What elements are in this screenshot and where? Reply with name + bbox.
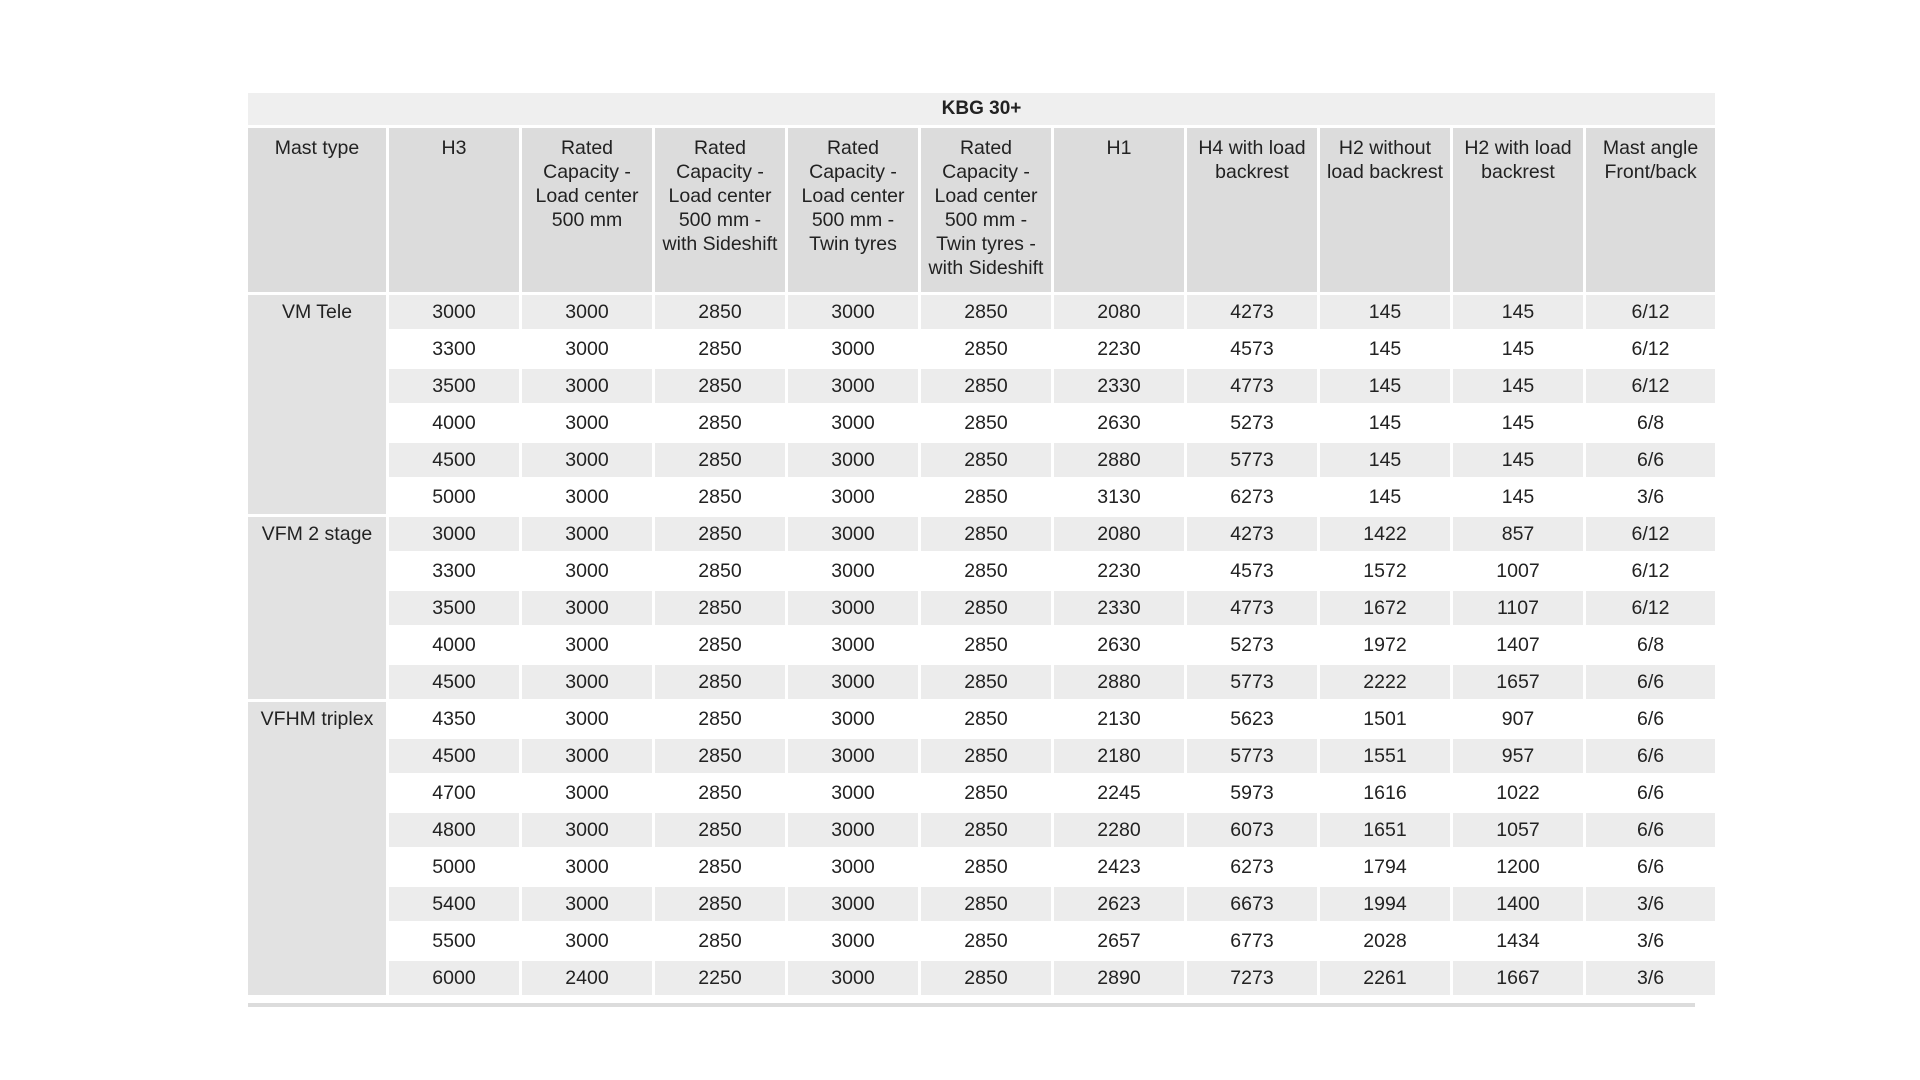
- table-cell: 2850: [655, 887, 785, 921]
- table-cell: 2850: [655, 443, 785, 477]
- table-row: [248, 813, 1715, 847]
- column-header: Mast angle Front/back: [1586, 128, 1715, 292]
- column-header: H4 with load backrest: [1187, 128, 1317, 292]
- table-bottom-border: [248, 1003, 1695, 1007]
- table-cell: 1007: [1453, 554, 1583, 588]
- table-row: [248, 295, 1715, 329]
- table-cell: 3000: [522, 887, 652, 921]
- table-cell: 2850: [921, 813, 1051, 847]
- table-cell: 1667: [1453, 961, 1583, 995]
- table-cell: 145: [1453, 406, 1583, 440]
- table-cell: 1994: [1320, 887, 1450, 921]
- table-cell: 3300: [389, 332, 519, 366]
- table-cell: 3000: [788, 702, 918, 736]
- table-cell: 2850: [921, 887, 1051, 921]
- column-header: Rated Capacity - Load center 500 mm - Twin tyres - with Sideshift: [921, 128, 1051, 292]
- table-cell: 3000: [788, 887, 918, 921]
- table-cell: 3000: [788, 480, 918, 514]
- table-cell: 2657: [1054, 924, 1184, 958]
- table-cell: 6/6: [1586, 776, 1715, 810]
- table-cell: 2850: [655, 332, 785, 366]
- table-cell: 3000: [788, 591, 918, 625]
- table-cell: 4000: [389, 628, 519, 662]
- table-cell: 2850: [921, 961, 1051, 995]
- table-cell: 1551: [1320, 739, 1450, 773]
- table-cell: 4800: [389, 813, 519, 847]
- column-header: H3: [389, 128, 519, 292]
- table-cell: 4500: [389, 665, 519, 699]
- table-cell: 4773: [1187, 369, 1317, 403]
- table-cell: 2850: [921, 591, 1051, 625]
- table-cell: 2850: [655, 628, 785, 662]
- table-cell: 5400: [389, 887, 519, 921]
- table-cell: 145: [1320, 443, 1450, 477]
- mast-type-cell: VFM 2 stage: [248, 517, 386, 699]
- table-cell: 2280: [1054, 813, 1184, 847]
- table-row: [248, 591, 1715, 625]
- table-cell: 2850: [655, 406, 785, 440]
- table-cell: 2850: [921, 332, 1051, 366]
- table-cell: 1057: [1453, 813, 1583, 847]
- table-row: [248, 665, 1715, 699]
- table-cell: 3000: [788, 295, 918, 329]
- column-header: H2 without load backrest: [1320, 128, 1450, 292]
- table-cell: 4273: [1187, 517, 1317, 551]
- table-row: [248, 887, 1715, 921]
- table-cell: 3000: [522, 813, 652, 847]
- table-cell: 5773: [1187, 443, 1317, 477]
- table-cell: 5500: [389, 924, 519, 958]
- table-cell: 1651: [1320, 813, 1450, 847]
- table-cell: 2850: [655, 702, 785, 736]
- table-cell: 5773: [1187, 739, 1317, 773]
- table-cell: 2850: [655, 813, 785, 847]
- table-cell: 3000: [522, 443, 652, 477]
- table-cell: 6000: [389, 961, 519, 995]
- table-cell: 2850: [921, 776, 1051, 810]
- table-cell: 1407: [1453, 628, 1583, 662]
- table-cell: 957: [1453, 739, 1583, 773]
- table-cell: 1657: [1453, 665, 1583, 699]
- table-cell: 3000: [522, 850, 652, 884]
- table-row: [248, 702, 1715, 736]
- table-row: [248, 961, 1715, 995]
- table-cell: 2850: [921, 702, 1051, 736]
- table-cell: 3000: [788, 850, 918, 884]
- table-cell: 2080: [1054, 295, 1184, 329]
- table-cell: 3000: [788, 332, 918, 366]
- table-cell: 2850: [655, 591, 785, 625]
- table-cell: 3000: [788, 517, 918, 551]
- table-cell: 3/6: [1586, 924, 1715, 958]
- table-cell: 4700: [389, 776, 519, 810]
- table-cell: 5973: [1187, 776, 1317, 810]
- table-cell: 5773: [1187, 665, 1317, 699]
- table-cell: 2850: [921, 739, 1051, 773]
- table-cell: 5623: [1187, 702, 1317, 736]
- table-cell: 3000: [522, 554, 652, 588]
- table-cell: 3500: [389, 591, 519, 625]
- table-cell: 3000: [788, 406, 918, 440]
- table-cell: 145: [1320, 406, 1450, 440]
- header-row: [248, 128, 1715, 292]
- table-cell: 1434: [1453, 924, 1583, 958]
- column-header: Mast type: [248, 128, 386, 292]
- table-row: [248, 776, 1715, 810]
- table-cell: 1672: [1320, 591, 1450, 625]
- table-cell: 2423: [1054, 850, 1184, 884]
- table-cell: 4573: [1187, 332, 1317, 366]
- table-cell: 2130: [1054, 702, 1184, 736]
- table-cell: 2850: [921, 554, 1051, 588]
- table-cell: 2850: [655, 480, 785, 514]
- table-cell: 6/6: [1586, 850, 1715, 884]
- table-row: [248, 924, 1715, 958]
- table-cell: 2850: [655, 850, 785, 884]
- column-header: H2 with load backrest: [1453, 128, 1583, 292]
- table-row: [248, 406, 1715, 440]
- table-cell: 3/6: [1586, 887, 1715, 921]
- table-cell: 6/8: [1586, 406, 1715, 440]
- table-cell: 2850: [921, 443, 1051, 477]
- table-cell: 2028: [1320, 924, 1450, 958]
- table-row: [248, 480, 1715, 514]
- table-cell: 2850: [921, 665, 1051, 699]
- table-cell: 145: [1320, 369, 1450, 403]
- table-cell: 145: [1320, 332, 1450, 366]
- table-cell: 3000: [522, 591, 652, 625]
- table-cell: 2850: [921, 295, 1051, 329]
- table-row: [248, 850, 1715, 884]
- table-row: [248, 369, 1715, 403]
- table-cell: 2850: [921, 406, 1051, 440]
- table-cell: 907: [1453, 702, 1583, 736]
- table-cell: 4350: [389, 702, 519, 736]
- table-cell: 3000: [522, 702, 652, 736]
- table-cell: 2230: [1054, 554, 1184, 588]
- spec-table-container: [248, 93, 1699, 995]
- table-cell: 2850: [921, 924, 1051, 958]
- table-cell: 6073: [1187, 813, 1317, 847]
- table-cell: 6/6: [1586, 702, 1715, 736]
- table-cell: 2630: [1054, 406, 1184, 440]
- table-cell: 7273: [1187, 961, 1317, 995]
- table-cell: 4273: [1187, 295, 1317, 329]
- table-cell: 6/12: [1586, 517, 1715, 551]
- mast-type-cell: VFHM triplex: [248, 702, 386, 995]
- table-cell: 3000: [389, 295, 519, 329]
- table-cell: 6273: [1187, 850, 1317, 884]
- table-cell: 3000: [788, 369, 918, 403]
- column-header: Rated Capacity - Load center 500 mm - Twin tyres: [788, 128, 918, 292]
- table-cell: 1422: [1320, 517, 1450, 551]
- table-row: [248, 332, 1715, 366]
- table-cell: 2245: [1054, 776, 1184, 810]
- table-row: [248, 517, 1715, 551]
- table-cell: 1501: [1320, 702, 1450, 736]
- table-cell: 3000: [788, 628, 918, 662]
- table-cell: 6/6: [1586, 739, 1715, 773]
- table-cell: 1400: [1453, 887, 1583, 921]
- table-cell: 6673: [1187, 887, 1317, 921]
- table-cell: 3/6: [1586, 961, 1715, 995]
- table-cell: 5273: [1187, 406, 1317, 440]
- table-cell: 1572: [1320, 554, 1450, 588]
- table-cell: 145: [1453, 480, 1583, 514]
- table-cell: 3/6: [1586, 480, 1715, 514]
- table-title: KBG 30+: [248, 93, 1715, 125]
- table-cell: 1794: [1320, 850, 1450, 884]
- table-cell: 2880: [1054, 665, 1184, 699]
- mast-type-cell: VM Tele: [248, 295, 386, 514]
- table-cell: 2850: [655, 554, 785, 588]
- table-cell: 3000: [522, 628, 652, 662]
- table-cell: 857: [1453, 517, 1583, 551]
- table-cell: 2080: [1054, 517, 1184, 551]
- table-row: [248, 628, 1715, 662]
- table-cell: 3000: [788, 443, 918, 477]
- table-cell: 2180: [1054, 739, 1184, 773]
- table-cell: 145: [1453, 332, 1583, 366]
- table-cell: 4500: [389, 443, 519, 477]
- table-cell: 5000: [389, 850, 519, 884]
- spec-table: [245, 90, 1718, 998]
- table-cell: 3000: [522, 295, 652, 329]
- table-cell: 6773: [1187, 924, 1317, 958]
- table-cell: 2850: [921, 480, 1051, 514]
- table-cell: 5273: [1187, 628, 1317, 662]
- table-cell: 1107: [1453, 591, 1583, 625]
- table-cell: 3500: [389, 369, 519, 403]
- table-cell: 1616: [1320, 776, 1450, 810]
- table-cell: 2630: [1054, 628, 1184, 662]
- table-cell: 3000: [788, 554, 918, 588]
- table-cell: 2230: [1054, 332, 1184, 366]
- table-cell: 6/12: [1586, 369, 1715, 403]
- table-row: [248, 739, 1715, 773]
- table-cell: 6/12: [1586, 591, 1715, 625]
- table-cell: 145: [1453, 443, 1583, 477]
- table-cell: 1972: [1320, 628, 1450, 662]
- table-cell: 2850: [921, 517, 1051, 551]
- table-cell: 2250: [655, 961, 785, 995]
- table-cell: 5000: [389, 480, 519, 514]
- table-cell: 6273: [1187, 480, 1317, 514]
- table-cell: 2850: [655, 665, 785, 699]
- column-header: Rated Capacity - Load center 500 mm: [522, 128, 652, 292]
- table-cell: 2850: [655, 739, 785, 773]
- table-cell: 2850: [921, 369, 1051, 403]
- table-cell: 3000: [522, 924, 652, 958]
- table-cell: 1022: [1453, 776, 1583, 810]
- table-row: [248, 443, 1715, 477]
- table-cell: 3000: [522, 776, 652, 810]
- table-cell: 3000: [522, 739, 652, 773]
- table-cell: 4000: [389, 406, 519, 440]
- table-cell: 3000: [522, 480, 652, 514]
- table-cell: 6/6: [1586, 443, 1715, 477]
- table-row: [248, 554, 1715, 588]
- table-cell: 6/8: [1586, 628, 1715, 662]
- table-cell: 1200: [1453, 850, 1583, 884]
- table-cell: 145: [1453, 369, 1583, 403]
- table-cell: 2850: [655, 295, 785, 329]
- table-cell: 3000: [522, 332, 652, 366]
- table-cell: 3000: [788, 739, 918, 773]
- table-cell: 3000: [788, 961, 918, 995]
- table-cell: 3000: [522, 665, 652, 699]
- table-cell: 3000: [788, 924, 918, 958]
- table-cell: 4573: [1187, 554, 1317, 588]
- table-cell: 2850: [921, 628, 1051, 662]
- table-cell: 3000: [389, 517, 519, 551]
- table-cell: 3000: [788, 665, 918, 699]
- table-cell: 3300: [389, 554, 519, 588]
- table-cell: 3000: [788, 776, 918, 810]
- table-cell: 2850: [921, 850, 1051, 884]
- table-cell: 4500: [389, 739, 519, 773]
- table-cell: 2222: [1320, 665, 1450, 699]
- table-cell: 2400: [522, 961, 652, 995]
- table-cell: 145: [1453, 295, 1583, 329]
- table-cell: 3000: [522, 369, 652, 403]
- table-cell: 2890: [1054, 961, 1184, 995]
- column-header: H1: [1054, 128, 1184, 292]
- table-cell: 2330: [1054, 591, 1184, 625]
- table-cell: 4773: [1187, 591, 1317, 625]
- table-cell: 6/12: [1586, 332, 1715, 366]
- table-cell: 2850: [655, 369, 785, 403]
- table-cell: 2261: [1320, 961, 1450, 995]
- column-header: Rated Capacity - Load center 500 mm - with Sideshift: [655, 128, 785, 292]
- table-body: [248, 295, 1715, 995]
- table-cell: 6/12: [1586, 295, 1715, 329]
- table-cell: 2880: [1054, 443, 1184, 477]
- table-cell: 2850: [655, 924, 785, 958]
- table-cell: 2850: [655, 517, 785, 551]
- table-cell: 3130: [1054, 480, 1184, 514]
- table-cell: 3000: [522, 406, 652, 440]
- table-cell: 3000: [522, 517, 652, 551]
- table-cell: 6/6: [1586, 665, 1715, 699]
- table-cell: 2330: [1054, 369, 1184, 403]
- table-cell: 145: [1320, 480, 1450, 514]
- table-cell: 6/12: [1586, 554, 1715, 588]
- table-cell: 145: [1320, 295, 1450, 329]
- table-cell: 6/6: [1586, 813, 1715, 847]
- table-cell: 3000: [788, 813, 918, 847]
- table-cell: 2623: [1054, 887, 1184, 921]
- table-cell: 2850: [655, 776, 785, 810]
